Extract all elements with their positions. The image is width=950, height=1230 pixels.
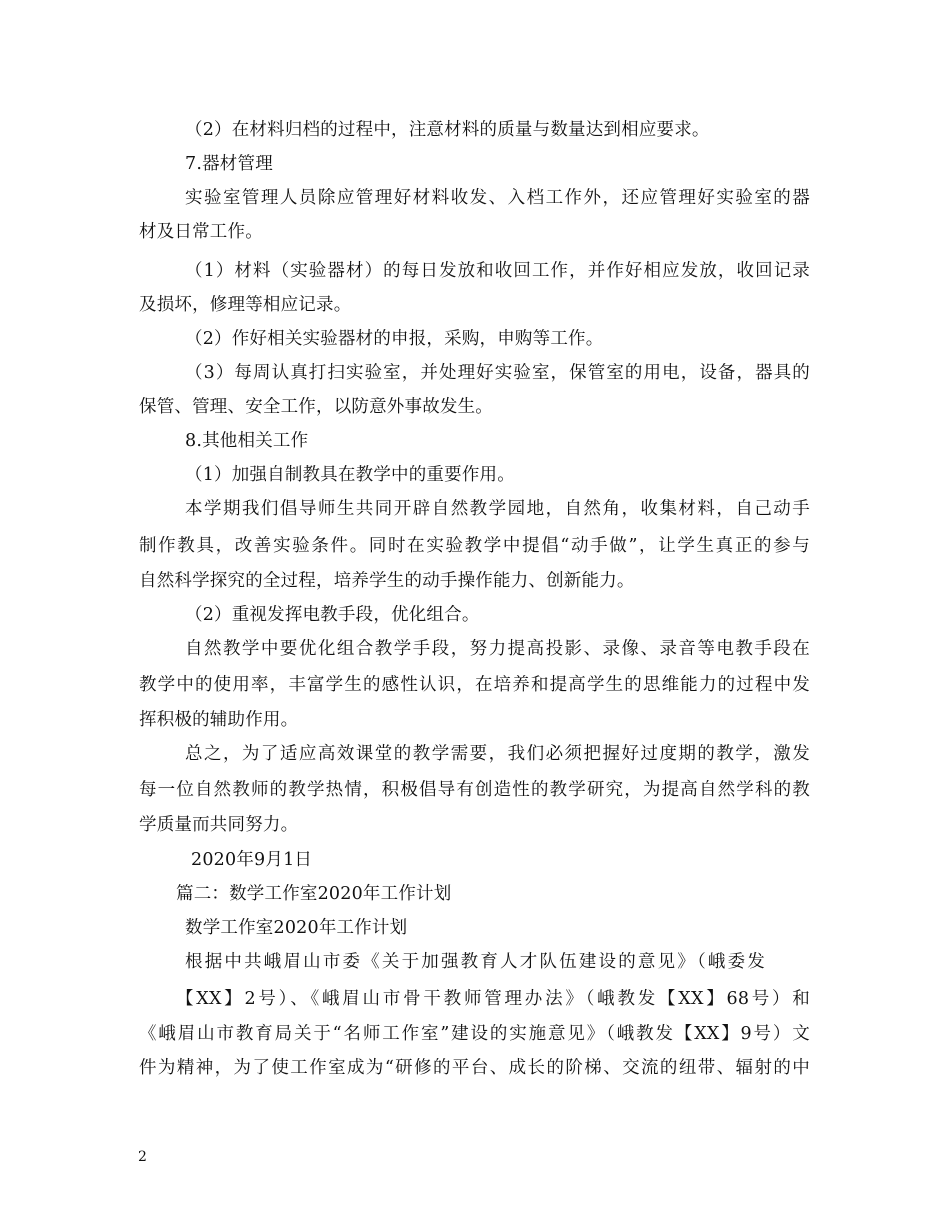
- paragraph-line: 每一位自然教师的教学热情，积极倡导有创造性的教学研究，为提高自然学科的教: [139, 780, 810, 800]
- paragraph-line: （2）作好相关实验器材的申报，采购，申购等工作。: [185, 329, 604, 349]
- paragraph-line: 制作教具，改善实验条件。同时在实验教学中提倡“动手做”，让学生真正的参与: [139, 536, 810, 556]
- paragraph-line: 【XX】2号）、《峨眉山市骨干教师管理办法》（峨教发【XX】68号）和: [176, 989, 810, 1009]
- paragraph-line: （3）每周认真打扫实验室，并处理好实验室，保管室的用电，设备，器具的: [185, 363, 810, 383]
- paragraph-line: 总之，为了适应高效课堂的教学需要，我们必须把握好过度期的教学，激发: [185, 744, 810, 764]
- paragraph-line: （2）重视发挥电教手段，优化组合。: [185, 605, 480, 625]
- paragraph-line: 挥积极的辅助作用。: [139, 710, 299, 730]
- paragraph-line: （1）加强自制教具在教学中的重要作用。: [185, 465, 515, 485]
- section-heading: 7.器材管理: [185, 154, 273, 174]
- section-title: 篇二：数学工作室2020年工作计划: [176, 884, 452, 904]
- paragraph-line: （1）材料（实验器材）的每日发放和收回工作，并作好相应发放，收回记录: [185, 261, 810, 281]
- page-number: 2: [138, 1149, 147, 1165]
- paragraph-line: 教学中的使用率，丰富学生的感性认识，在培养和提高学生的思维能力的过程中发: [139, 675, 810, 695]
- paragraph-line: 件为精神，为了使工作室成为“研修的平台、成长的阶梯、交流的纽带、辐射的中: [139, 1058, 810, 1078]
- paragraph-line: 自然科学探究的全过程，培养学生的动手操作能力、创新能力。: [139, 571, 635, 591]
- paragraph-line: （2）在材料归档的过程中，注意材料的质量与数量达到相应要求。: [185, 120, 710, 140]
- paragraph-line: 实验室管理人员除应管理好材料收发、入档工作外，还应管理好实验室的器: [185, 188, 810, 208]
- paragraph-line: 保管、管理、安全工作，以防意外事故发生。: [139, 397, 493, 417]
- paragraph-line: 《峨眉山市教育局关于“名师工作室”建设的实施意见》（峨教发【XX】9号）文: [139, 1024, 810, 1044]
- paragraph-line: 根据中共峨眉山市委《关于加强教育人才队伍建设的意见》（峨委发: [185, 952, 765, 972]
- paragraph-line: 自然教学中要优化组合教学手段，努力提高投影、录像、录音等电教手段在: [185, 639, 810, 659]
- paragraph-line: 学质量而共同努力。: [139, 815, 299, 835]
- paragraph-line: 及损坏，修理等相应记录。: [139, 295, 352, 315]
- document-title: 数学工作室2020年工作计划: [185, 918, 408, 938]
- paragraph-line: 本学期我们倡导师生共同开辟自然教学园地，自然角，收集材料，自己动手: [185, 499, 810, 519]
- paragraph-line: 材及日常工作。: [139, 222, 263, 242]
- section-heading: 8.其他相关工作: [185, 431, 309, 451]
- date-line: 2020年9月1日: [191, 850, 313, 870]
